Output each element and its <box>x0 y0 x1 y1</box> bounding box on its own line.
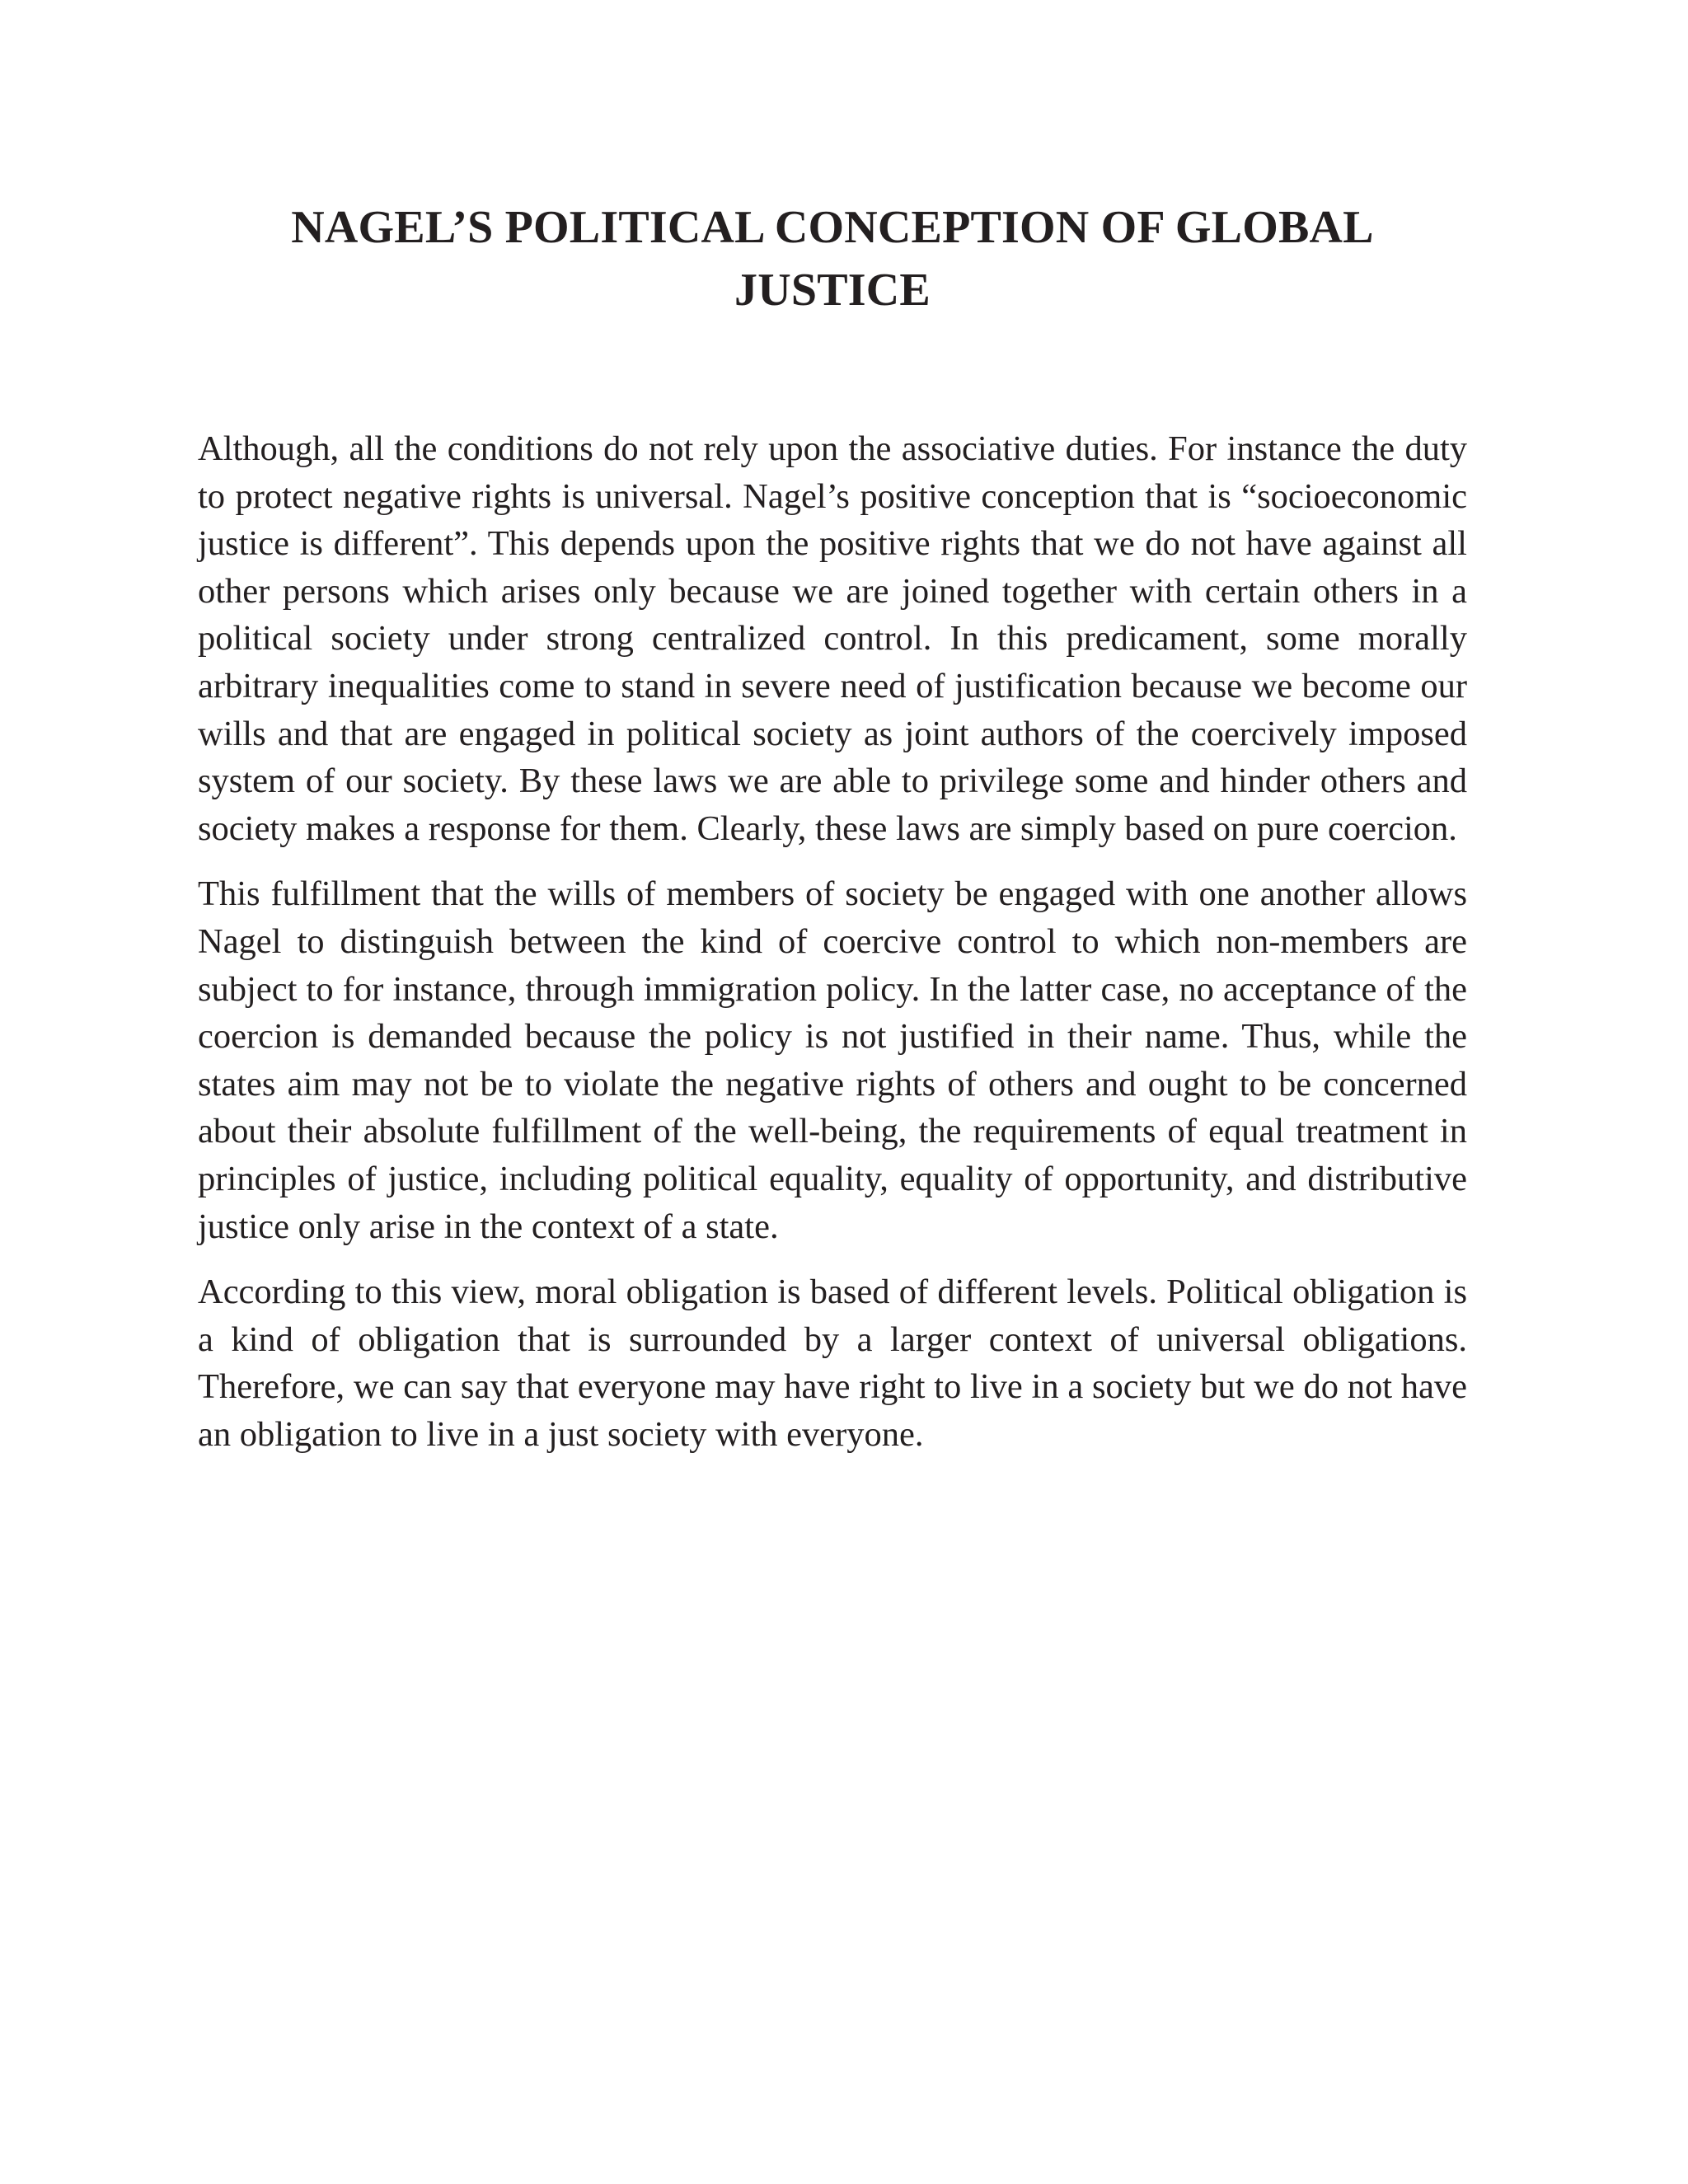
paragraph-2: This fulfillment that the wills of members of society be engaged with one another allows Nagel to distinguish between the kind of coercive control to which non-members are subject to for instance, through immigration policy. In the latter case, no acceptance of the coercion is demanded because the policy is not justified in their name. Thus, while the states aim may not be to violate the negative rights of others and ought to be concerned about their absolute fulfillment of the well-being, the requirements of equal treatment in principles of justice, including political equality, equality of opportunity, and distributive justice only arise in the context of a state. <box>198 874 1467 1246</box>
page-title: NAGEL’S POLITICAL CONCEPTION OF GLOBAL JUSTICE <box>291 202 1374 316</box>
paragraph-3: According to this view, moral obligation is based of different levels. Political obligation is a kind of obligation that is surrounded by a larger context of universal obligations. Therefore, we can say that everyone may have right to live in a society but we do not have an obligation to live in a just society with everyone. <box>198 1272 1467 1454</box>
body-text <box>198 425 1467 1458</box>
document-page <box>198 196 1467 1476</box>
paragraph-1: Although, all the conditions do not rely upon the associative duties. For instance the duty to protect negative rights is universal. Nagel’s positive conception that is “socioeconomic justice is different”. This depends upon the positive rights that we do not have against all other persons which arises only because we are joined together with certain others in a political society under strong centralized control. In this predicament, some morally arbitrary inequalities come to stand in severe need of justification because we become our wills and that are engaged in political society as joint authors of the coercively imposed system of our society. By these laws we are able to privilege some and hinder others and society makes a response for them. Clearly, these laws are simply based on pure coercion. <box>198 429 1467 848</box>
